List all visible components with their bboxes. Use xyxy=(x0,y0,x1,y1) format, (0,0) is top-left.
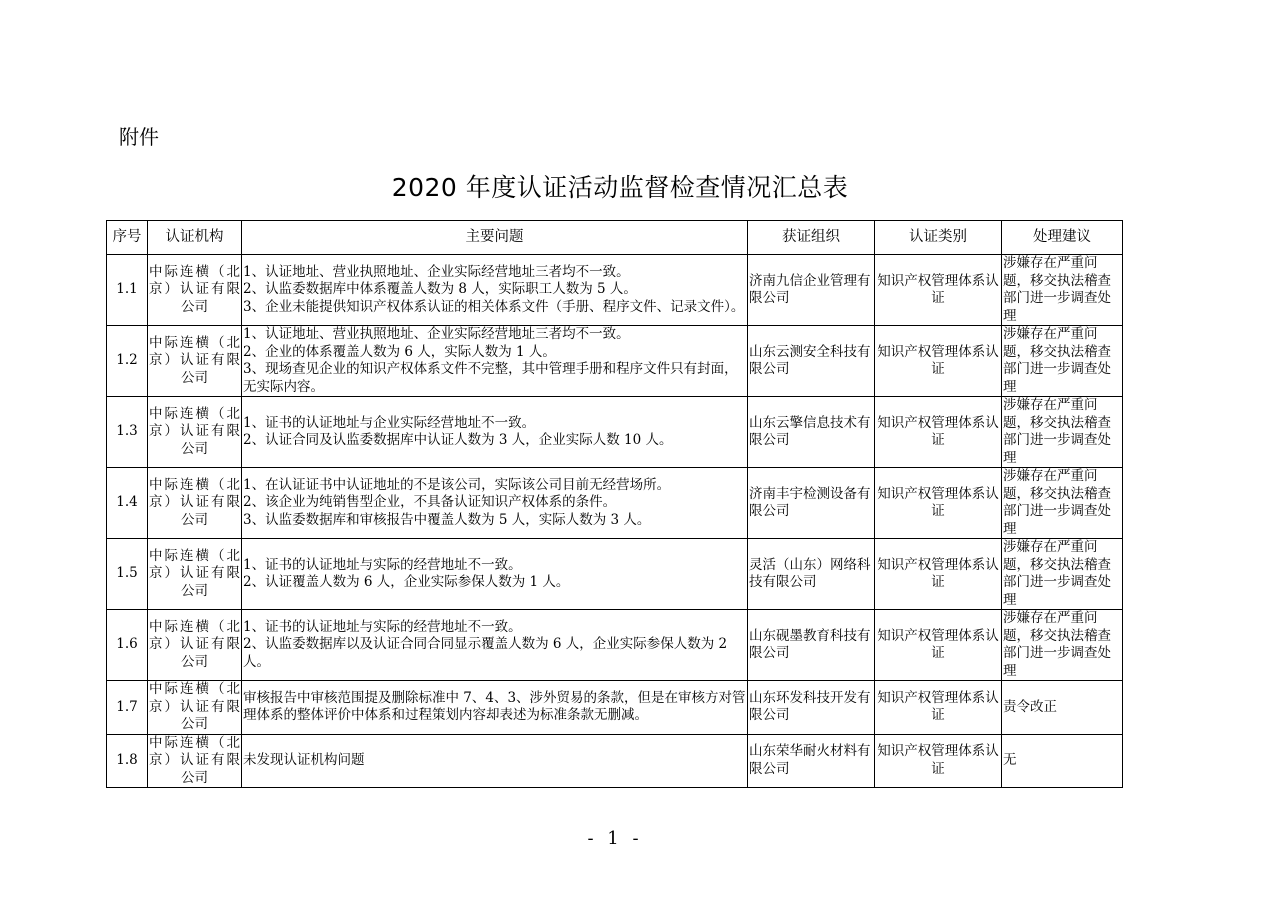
document-title: 2020 年度认证活动监督检查情况汇总表 xyxy=(391,173,849,202)
issue-line: 3、认监委数据库和审核报告中覆盖人数为 5 人，实际人数为 3 人。 xyxy=(243,511,651,528)
table-row xyxy=(107,468,1123,539)
issue-line: 1、在认证证书中认证地址的不是该公司，实际该公司目前无经营场所。 xyxy=(243,476,671,493)
row-main-issues xyxy=(242,468,748,539)
row-seq: 1.6 xyxy=(107,610,148,681)
row-certification-type: 知识产权管理体系认证 xyxy=(875,468,1002,539)
table-row xyxy=(107,397,1123,468)
row-seq: 1.2 xyxy=(107,326,148,397)
row-certification-type: 知识产权管理体系认证 xyxy=(875,681,1002,735)
row-certified-organization: 山东环发科技开发有限公司 xyxy=(748,681,875,735)
row-certification-body: 中际连横（北京）认证有限公司 xyxy=(148,539,242,610)
attachment-label: 附件 xyxy=(119,125,159,149)
issue-line: 审核报告中审核范围提及删除标准中 7、4、3、涉外贸易的条款，但是在审核方对管理体系的整体评价中体系和过程策划内容却表述为标准条款无删减。 xyxy=(243,689,746,724)
inspection-summary-table xyxy=(106,220,1123,788)
row-seq: 1.4 xyxy=(107,468,148,539)
row-certified-organization: 山东砚墨教育科技有限公司 xyxy=(748,610,875,681)
issue-line: 1、证书的认证地址与实际的经营地址不一致。 xyxy=(243,618,522,635)
header-certified-organization: 获证组织 xyxy=(748,221,875,255)
row-handling-suggestion: 涉嫌存在严重问题，移交执法稽查部门进一步调查处理 xyxy=(1002,255,1123,326)
row-handling-suggestion: 涉嫌存在严重问题，移交执法稽查部门进一步调查处理 xyxy=(1002,397,1123,468)
row-certification-type: 知识产权管理体系认证 xyxy=(875,326,1002,397)
row-handling-suggestion: 无 xyxy=(1002,734,1123,788)
issue-line: 2、认证覆盖人数为 6 人，企业实际参保人数为 1 人。 xyxy=(243,574,570,590)
row-handling-suggestion: 责令改正 xyxy=(1002,681,1123,735)
row-main-issues xyxy=(242,326,748,397)
row-handling-suggestion: 涉嫌存在严重问题，移交执法稽查部门进一步调查处理 xyxy=(1002,326,1123,397)
issue-line: 未发现认证机构问题 xyxy=(243,752,365,768)
header-handling-suggestion: 处理建议 xyxy=(1002,221,1123,255)
row-main-issues xyxy=(242,397,748,468)
row-handling-suggestion: 涉嫌存在严重问题，移交执法稽查部门进一步调查处理 xyxy=(1002,539,1123,610)
row-certified-organization: 山东荣华耐火材料有限公司 xyxy=(748,734,875,788)
issue-line: 3、现场查见企业的知识产权体系文件不完整，其中管理手册和程序文件只有封面，无实际内容。 xyxy=(243,361,738,395)
row-seq: 1.5 xyxy=(107,539,148,610)
row-certified-organization: 济南丰宇检测设备有限公司 xyxy=(748,468,875,539)
row-certified-organization: 灵活（山东）网络科技有限公司 xyxy=(748,539,875,610)
row-seq: 1.3 xyxy=(107,397,148,468)
row-certification-type: 知识产权管理体系认证 xyxy=(875,255,1002,326)
row-certification-type: 知识产权管理体系认证 xyxy=(875,734,1002,788)
issue-line: 2、企业的体系覆盖人数为 6 人，实际人数为 1 人。 xyxy=(243,343,556,360)
header-seq: 序号 xyxy=(107,221,148,255)
row-certification-body: 中际连横（北京）认证有限公司 xyxy=(148,610,242,681)
row-certification-type: 知识产权管理体系认证 xyxy=(875,610,1002,681)
table-row xyxy=(107,255,1123,326)
row-main-issues xyxy=(242,610,748,681)
issue-line: 1、证书的认证地址与企业实际经营地址不一致。 xyxy=(243,414,536,431)
issue-line: 1、认证地址、营业执照地址、企业实际经营地址三者均不一致。 xyxy=(243,263,630,280)
row-handling-suggestion: 涉嫌存在严重问题，移交执法稽查部门进一步调查处理 xyxy=(1002,468,1123,539)
table-row xyxy=(107,326,1123,397)
row-certification-body: 中际连横（北京）认证有限公司 xyxy=(148,326,242,397)
table-header-row xyxy=(107,221,1123,255)
row-certified-organization: 济南九信企业管理有限公司 xyxy=(748,255,875,326)
table-row xyxy=(107,681,1123,735)
issue-line: 2、认证合同及认监委数据库中认证人数为 3 人，企业实际人数 10 人。 xyxy=(243,432,673,448)
row-certification-body: 中际连横（北京）认证有限公司 xyxy=(148,255,242,326)
issue-line: 1、证书的认证地址与实际的经营地址不一致。 xyxy=(243,556,522,573)
issue-line: 2、该企业为纯销售型企业，不具备认证知识产权体系的条件。 xyxy=(243,494,617,511)
header-main-issues: 主要问题 xyxy=(242,221,748,255)
row-main-issues xyxy=(242,255,748,326)
row-certification-body: 中际连横（北京）认证有限公司 xyxy=(149,734,240,786)
issue-line: 1、认证地址、营业执照地址、企业实际经营地址三者均不一致。 xyxy=(243,326,630,342)
table-row xyxy=(107,610,1123,681)
row-seq: 1.7 xyxy=(107,681,148,735)
row-certification-body: 中际连横（北京）认证有限公司 xyxy=(148,468,242,539)
row-main-issues xyxy=(242,539,748,610)
row-handling-suggestion: 涉嫌存在严重问题，移交执法稽查部门进一步调查处理 xyxy=(1002,610,1123,681)
issue-line: 2、认监委数据库中体系覆盖人数为 8 人，实际职工人数为 5 人。 xyxy=(243,281,637,298)
table-row xyxy=(107,539,1123,610)
row-main-issues xyxy=(242,681,748,735)
header-certification-type: 认证类别 xyxy=(875,221,1002,255)
table-row xyxy=(107,734,1123,788)
issue-line: 2、认监委数据库以及认证合同合同显示覆盖人数为 6 人，企业实际参保人数为 2 人。 xyxy=(243,636,728,670)
page-number: - 1 - xyxy=(587,828,643,849)
row-seq: 1.1 xyxy=(107,255,148,326)
row-certification-body: 中际连横（北京）认证有限公司 xyxy=(149,681,240,732)
header-certification-body: 认证机构 xyxy=(148,221,242,255)
row-certification-type: 知识产权管理体系认证 xyxy=(875,397,1002,468)
row-main-issues xyxy=(242,734,748,788)
row-certification-body: 中际连横（北京）认证有限公司 xyxy=(148,397,242,468)
row-certified-organization: 山东云测安全科技有限公司 xyxy=(748,326,875,397)
row-seq: 1.8 xyxy=(107,734,148,788)
row-certified-organization: 山东云擎信息技术有限公司 xyxy=(748,397,875,468)
row-certification-type: 知识产权管理体系认证 xyxy=(875,539,1002,610)
issue-line: 3、企业未能提供知识产权体系认证的相关体系文件（手册、程序文件、记录文件）。 xyxy=(243,298,745,315)
